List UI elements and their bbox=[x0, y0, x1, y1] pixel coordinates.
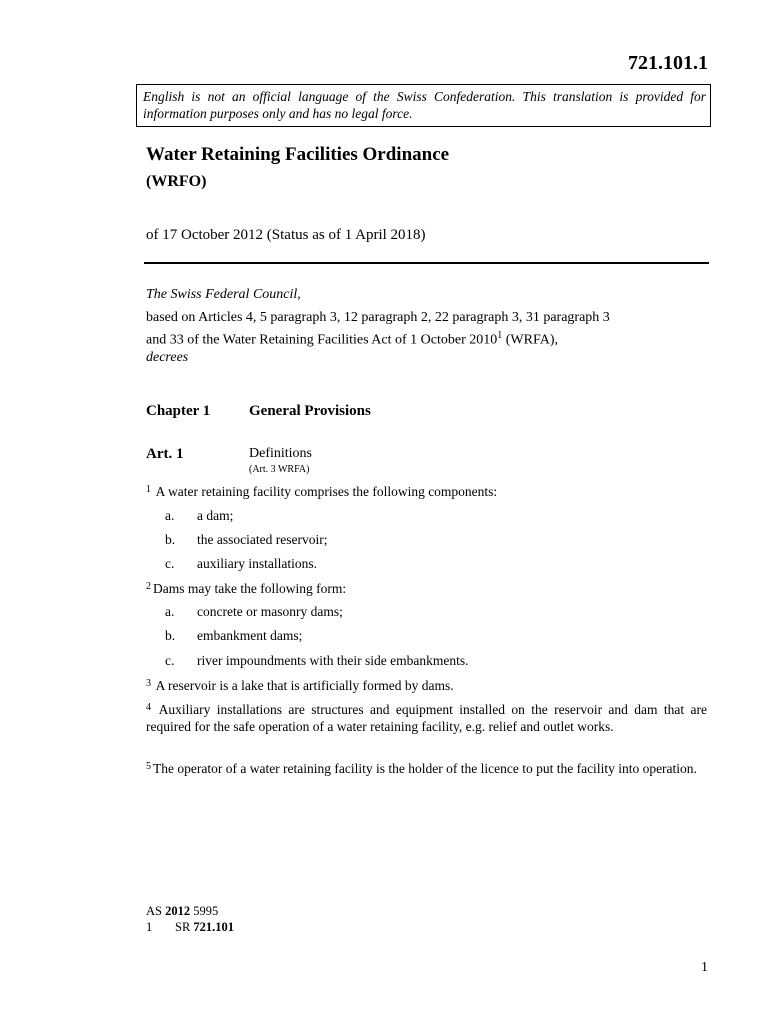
list-item-text: concrete or masonry dams; bbox=[197, 604, 343, 619]
paragraph-number: 1 bbox=[146, 484, 151, 495]
footnote-mark[interactable]: 1 bbox=[497, 330, 503, 341]
paragraph-text: Auxiliary installations are structures and equipment installed on the reservoir and dam that are required for the safe operation of a water retaining facility, e.g. relief and outlet works. bbox=[146, 702, 707, 734]
list-item-letter: a. bbox=[165, 508, 175, 523]
preamble-authority: The Swiss Federal Council, bbox=[146, 287, 301, 302]
sr-number: 721.101.1 bbox=[628, 52, 708, 74]
chapter-number: Chapter 1 bbox=[146, 403, 211, 419]
list-item-text: river impoundments with their side embankments. bbox=[197, 653, 469, 668]
page-number: 1 bbox=[701, 960, 708, 975]
title-divider bbox=[144, 262, 709, 264]
document-abbreviation: (WRFO) bbox=[146, 173, 207, 190]
list-item-text: auxiliary installations. bbox=[197, 556, 317, 571]
article-number: Art. 1 bbox=[146, 446, 184, 462]
footnote-sr-link[interactable]: 721.101 bbox=[193, 920, 235, 934]
document-title: Water Retaining Facilities Ordinance bbox=[146, 144, 450, 165]
paragraph-number: 3 bbox=[146, 678, 151, 689]
chapter-title: General Provisions bbox=[249, 403, 371, 419]
paragraph-1 bbox=[146, 483, 707, 500]
paragraph-text: A reservoir is a lake that is artificially formed by dams. bbox=[155, 678, 454, 693]
date-status-line: of 17 October 2012 (Status as of 1 April 2018) bbox=[146, 227, 426, 243]
article-reference: (Art. 3 WRFA) bbox=[249, 464, 310, 475]
list-item-letter: a. bbox=[165, 604, 175, 619]
paragraph-text: Dams may take the following form: bbox=[153, 581, 347, 596]
list-item-text: a dam; bbox=[197, 508, 234, 523]
paragraph-number: 5 bbox=[146, 761, 151, 772]
list-item-text: the associated reservoir; bbox=[197, 532, 328, 547]
footnote-text bbox=[175, 920, 234, 935]
paragraph-number: 2 bbox=[146, 581, 151, 592]
preamble-basis bbox=[146, 309, 706, 350]
basis-line-2: and 33 of the Water Retaining Facilities Act of 1 October 2010 bbox=[146, 332, 498, 348]
list-item-letter: c. bbox=[165, 556, 175, 571]
as-year: 2012 bbox=[165, 904, 191, 918]
paragraph-4 bbox=[146, 701, 707, 735]
footnote-number: 1 bbox=[146, 920, 153, 934]
paragraph-number: 4 bbox=[146, 702, 151, 713]
list-item-letter: b. bbox=[165, 532, 176, 547]
paragraph-text: A water retaining facility comprises the following components: bbox=[155, 484, 498, 499]
paragraph-5 bbox=[146, 760, 707, 777]
paragraph-3 bbox=[146, 677, 707, 694]
basis-line-2-end: (WRFA), bbox=[502, 332, 558, 348]
list-item-letter: c. bbox=[165, 653, 175, 668]
footnote-prefix: SR bbox=[175, 920, 194, 934]
as-prefix: AS bbox=[146, 904, 166, 918]
list-item-text: embankment dams; bbox=[197, 628, 303, 643]
preamble-decrees: decrees bbox=[146, 350, 189, 365]
paragraph-2 bbox=[146, 580, 707, 597]
official-compilation-ref bbox=[146, 904, 218, 919]
as-page: 5995 bbox=[190, 904, 219, 918]
paragraph-text: The operator of a water retaining facility is the holder of the licence to put the facility into operation. bbox=[153, 761, 697, 776]
basis-line-1: based on Articles 4, 5 paragraph 3, 12 paragraph 2, 22 paragraph 3, 31 paragraph 3 bbox=[146, 310, 610, 325]
list-item-letter: b. bbox=[165, 628, 176, 643]
translation-notice: English is not an official language of the Swiss Confederation. This translation is provided for information purposes only and has no legal force. bbox=[136, 84, 711, 127]
article-title: Definitions bbox=[249, 446, 312, 461]
